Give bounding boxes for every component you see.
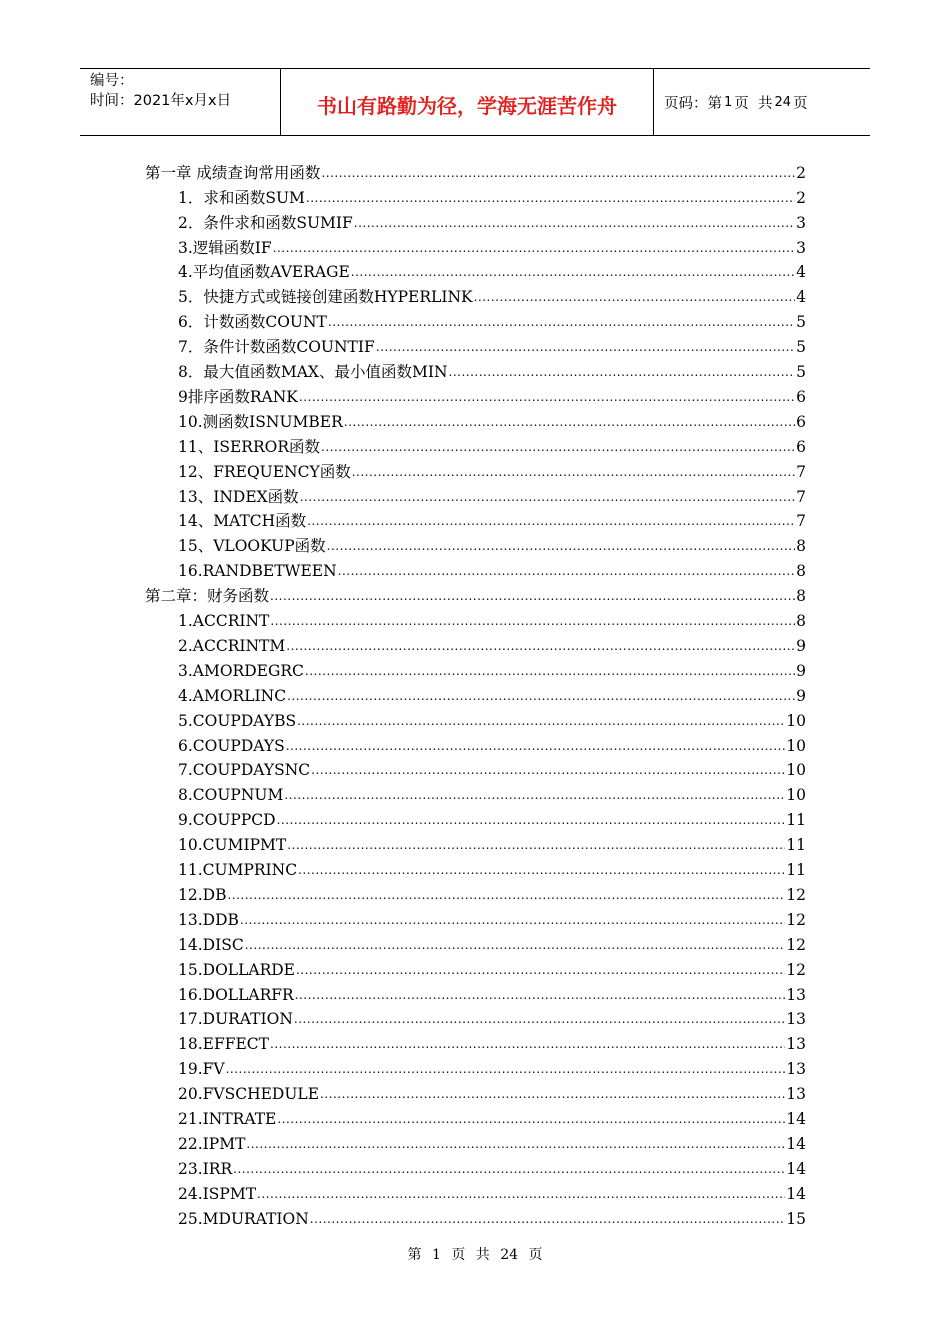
header-page-current: 1	[724, 94, 733, 110]
toc-entry[interactable]	[178, 681, 806, 706]
page-header	[80, 68, 870, 136]
toc-entry-title: 7．条件计数函数COUNTIF	[178, 338, 375, 357]
toc-entry[interactable]	[178, 731, 806, 756]
toc-entry[interactable]	[178, 432, 806, 457]
toc-entry-title: 9.COUPPCD	[178, 811, 276, 830]
toc-entry-page: 14	[786, 1184, 806, 1203]
toc-leader-dots	[277, 1109, 785, 1129]
toc-entry[interactable]	[178, 183, 806, 208]
toc-entry-title: 1.ACCRINT	[178, 612, 270, 631]
toc-entry-title: 23.IRR	[178, 1159, 233, 1178]
toc-entry-title: 2．条件求和函数SUMIF	[178, 213, 353, 232]
toc-entry-title: 12、FREQUENCY函数	[178, 462, 351, 481]
header-motto-text: 书山有路勤为径，学海无涯苦作舟	[317, 93, 617, 118]
toc-leader-dots	[306, 188, 795, 208]
toc-leader-dots	[338, 561, 795, 581]
toc-entry-page: 8	[796, 562, 806, 581]
toc-leader-dots	[352, 462, 795, 482]
toc-entry-title: 2.ACCRINTM	[178, 636, 286, 655]
toc-entry-title: 4.平均值函数AVERAGE	[178, 263, 350, 282]
toc-leader-dots	[233, 1159, 785, 1179]
toc-entry-title: 16.DOLLARFR	[178, 985, 294, 1004]
header-meta	[80, 69, 281, 135]
toc-entry[interactable]	[178, 706, 806, 731]
toc-leader-dots	[294, 1009, 785, 1029]
toc-leader-dots	[300, 487, 795, 507]
toc-entry-page: 3	[796, 213, 806, 232]
toc-leader-dots	[284, 785, 785, 805]
toc-entry[interactable]	[178, 1054, 806, 1079]
footer-total-word: 共	[475, 1247, 490, 1263]
toc-leader-dots	[270, 611, 795, 631]
toc-entry-page: 13	[786, 1035, 806, 1054]
toc-entry-title: 21.INTRATE	[178, 1110, 277, 1129]
toc-entry[interactable]	[178, 930, 806, 955]
toc-entry-title: 25.MDURATION	[178, 1209, 309, 1228]
toc-entry-page: 13	[786, 985, 806, 1004]
toc-leader-dots	[297, 711, 785, 731]
toc-entry-page: 12	[786, 960, 806, 979]
header-page-total: 24	[774, 94, 792, 110]
toc-entry-page: 3	[796, 238, 806, 257]
toc-entry-page: 9	[796, 686, 806, 705]
toc-entry[interactable]	[178, 556, 806, 581]
toc-entry-page: 4	[796, 263, 806, 282]
toc-entry-page: 10	[786, 761, 806, 780]
toc-entry-page: 5	[796, 363, 806, 382]
toc-leader-dots	[351, 262, 795, 282]
toc-entry-title: 15、VLOOKUP函数	[178, 537, 326, 556]
toc-entry[interactable]	[178, 756, 806, 781]
toc-entry[interactable]	[178, 855, 806, 880]
toc-entry-page: 7	[796, 512, 806, 531]
toc-leader-dots	[328, 312, 795, 332]
toc-entry[interactable]	[178, 781, 806, 806]
toc-leader-dots	[227, 885, 785, 905]
toc-leader-dots	[305, 661, 795, 681]
toc-entry-page: 14	[786, 1159, 806, 1178]
toc-leader-dots	[321, 163, 795, 183]
toc-entry[interactable]	[145, 158, 806, 183]
toc-leader-dots	[298, 860, 785, 880]
toc-entry-page: 12	[786, 885, 806, 904]
footer-page-word: 页	[451, 1247, 466, 1263]
toc-entry-title: 15.DOLLARDE	[178, 960, 295, 979]
toc-entry-title: 17.DURATION	[178, 1010, 293, 1029]
toc-leader-dots	[286, 736, 786, 756]
toc-leader-dots	[449, 362, 796, 382]
header-time-label: 时间：2021年x月x日	[90, 93, 232, 109]
toc-leader-dots	[327, 536, 795, 556]
toc-entry-page: 11	[786, 811, 806, 830]
toc-entry-title: 19.FV	[178, 1060, 225, 1079]
toc-entry[interactable]	[178, 955, 806, 980]
toc-entry[interactable]	[178, 1204, 806, 1229]
toc-entry-page: 9	[796, 636, 806, 655]
toc-entry-title: 11、ISERROR函数	[178, 437, 320, 456]
toc-entry[interactable]	[178, 382, 806, 407]
toc-leader-dots	[277, 810, 786, 830]
toc-leader-dots	[311, 760, 785, 780]
toc-leader-dots	[310, 1209, 786, 1229]
toc-entry-page: 2	[796, 188, 806, 207]
toc-entry[interactable]	[178, 307, 806, 332]
toc-entry-title: 6.COUPDAYS	[178, 736, 285, 755]
toc-entry[interactable]	[178, 208, 806, 233]
toc-entry[interactable]	[178, 357, 806, 382]
footer-prefix: 第	[407, 1247, 422, 1263]
header-number-label: 编号：	[90, 73, 134, 89]
toc-entry-title: 5．快捷方式或链接创建函数HYPERLINK	[178, 288, 473, 307]
toc-leader-dots	[287, 686, 795, 706]
toc-entry[interactable]	[178, 1179, 806, 1204]
toc-entry-title: 第二章：财务函数	[145, 587, 270, 606]
toc-entry-title: 22.IPMT	[178, 1134, 246, 1153]
toc-entry-page: 13	[786, 1060, 806, 1079]
toc-entry-title: 9排序函数RANK	[178, 387, 298, 406]
toc-entry-page: 14	[786, 1110, 806, 1129]
toc-entry-title: 5.COUPDAYBS	[178, 711, 297, 730]
toc-entry-title: 13.DDB	[178, 910, 239, 929]
toc-leader-dots	[240, 910, 785, 930]
toc-entry-title: 第一章 成绩查询常用函数	[145, 163, 321, 182]
toc-entry-title: 7.COUPDAYSNC	[178, 761, 311, 780]
footer-total-pages: 24	[500, 1247, 519, 1263]
toc-leader-dots	[257, 1184, 785, 1204]
toc-entry-title: 13、INDEX函数	[178, 487, 299, 506]
toc-entry[interactable]	[145, 581, 806, 606]
toc-entry-page: 6	[796, 412, 806, 431]
toc-entry-page: 14	[786, 1134, 806, 1153]
toc-entry[interactable]	[178, 606, 806, 631]
footer-current-page: 1	[431, 1247, 441, 1263]
toc-entry[interactable]	[178, 1030, 806, 1055]
toc-entry-page: 7	[796, 462, 806, 481]
toc-entry-title: 24.ISPMT	[178, 1184, 257, 1203]
toc-leader-dots	[273, 238, 795, 258]
toc-entry[interactable]	[178, 482, 806, 507]
toc-leader-dots	[270, 586, 795, 606]
footer-suffix: 页	[528, 1247, 543, 1263]
toc-entry-page: 4	[796, 288, 806, 307]
toc-entry-title: 14.DISC	[178, 935, 244, 954]
toc-leader-dots	[270, 1034, 785, 1054]
toc-leader-dots	[286, 636, 795, 656]
toc-entry[interactable]	[178, 880, 806, 905]
toc-entry-page: 7	[796, 487, 806, 506]
toc-entry-title: 20.FVSCHEDULE	[178, 1085, 320, 1104]
toc-entry-page: 13	[786, 1010, 806, 1029]
page-footer	[0, 1244, 950, 1264]
toc-entry-page: 12	[786, 935, 806, 954]
toc-entry-page: 6	[796, 387, 806, 406]
toc-entry[interactable]	[178, 1104, 806, 1129]
toc-entry-title: 3.AMORDEGRC	[178, 661, 304, 680]
toc-entry[interactable]	[178, 407, 806, 432]
toc-leader-dots	[246, 1134, 785, 1154]
toc-entry-page: 8	[796, 537, 806, 556]
toc-leader-dots	[307, 511, 795, 531]
toc-entry-title: 6．计数函数COUNT	[178, 313, 327, 332]
toc-entry-page: 11	[786, 836, 806, 855]
toc-entry-page: 8	[796, 587, 806, 606]
toc-entry[interactable]	[178, 258, 806, 283]
toc-entry[interactable]	[178, 532, 806, 557]
toc-entry-page: 12	[786, 910, 806, 929]
toc-entry-title: 8．最大值函数MAX、最小值函数MIN	[178, 363, 448, 382]
toc-leader-dots	[474, 287, 796, 307]
toc-entry-page: 15	[786, 1209, 806, 1228]
toc-entry[interactable]	[178, 1005, 806, 1030]
toc-entry[interactable]	[178, 830, 806, 855]
toc-leader-dots	[245, 935, 786, 955]
toc-leader-dots	[287, 835, 785, 855]
toc-entry-title: 10.CUMIPMT	[178, 836, 287, 855]
toc-entry-page: 10	[786, 736, 806, 755]
toc-entry-page: 8	[796, 612, 806, 631]
toc-entry-title: 11.CUMPRINC	[178, 861, 298, 880]
toc-entry[interactable]	[178, 233, 806, 258]
toc-leader-dots	[320, 1084, 785, 1104]
toc-entry-page: 6	[796, 437, 806, 456]
toc-entry-title: 16.RANDBETWEEN	[178, 562, 337, 581]
toc-entry[interactable]	[178, 905, 806, 930]
header-page-prefix: 页码：第	[664, 95, 722, 112]
toc-entry[interactable]	[178, 283, 806, 308]
toc-entry-page: 13	[786, 1085, 806, 1104]
toc-entry[interactable]	[178, 507, 806, 532]
toc-leader-dots	[376, 337, 795, 357]
header-motto	[281, 69, 654, 135]
toc-entry-title: 10.测函数ISNUMBER	[178, 412, 343, 431]
toc-entry-page: 9	[796, 661, 806, 680]
toc-entry-title: 1．求和函数SUM	[178, 188, 305, 207]
toc-entry[interactable]	[178, 980, 806, 1005]
toc-entry[interactable]	[178, 332, 806, 357]
toc-entry[interactable]	[178, 1079, 806, 1104]
toc-entry-page: 2	[796, 163, 806, 182]
toc-leader-dots	[296, 960, 785, 980]
toc-entry-page: 10	[786, 786, 806, 805]
toc-entry-title: 12.DB	[178, 885, 227, 904]
toc-leader-dots	[321, 437, 795, 457]
toc-entry[interactable]	[178, 457, 806, 482]
toc-entry-page: 5	[796, 338, 806, 357]
toc-entry-title: 4.AMORLINC	[178, 686, 287, 705]
toc-entry[interactable]	[178, 805, 806, 830]
toc-entry[interactable]	[178, 1154, 806, 1179]
toc-leader-dots	[354, 213, 795, 233]
toc-leader-dots	[226, 1059, 786, 1079]
toc-leader-dots	[299, 387, 795, 407]
toc-entry-title: 3.逻辑函数IF	[178, 238, 272, 257]
toc-entry[interactable]	[178, 1129, 806, 1154]
header-page-mid: 页 共	[734, 95, 773, 112]
toc-entry[interactable]	[178, 631, 806, 656]
header-page-suffix: 页	[793, 95, 808, 112]
toc-leader-dots	[344, 412, 795, 432]
toc-entry-page: 5	[796, 313, 806, 332]
header-page-info	[654, 69, 870, 135]
toc-leader-dots	[295, 985, 786, 1005]
toc-entry-title: 18.EFFECT	[178, 1035, 269, 1054]
toc-entry[interactable]	[178, 656, 806, 681]
toc-entry-page: 11	[786, 861, 806, 880]
toc-entry-title: 8.COUPNUM	[178, 786, 284, 805]
toc-entry-title: 14、MATCH函数	[178, 512, 307, 531]
toc-entry-page: 10	[786, 711, 806, 730]
